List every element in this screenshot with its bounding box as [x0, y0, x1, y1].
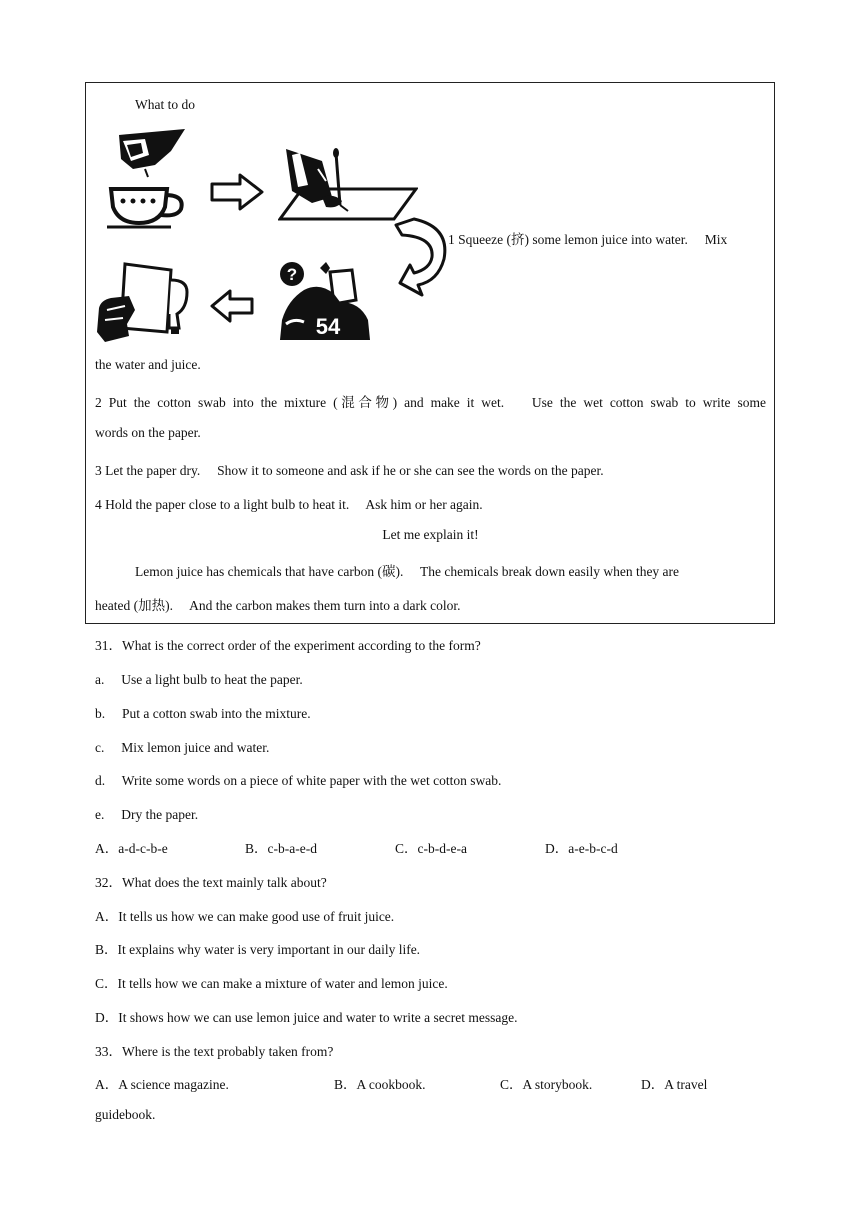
- q32-option-d[interactable]: D．It shows how we can use lemon juice and water to write a secret message.: [95, 1010, 518, 1025]
- paper-hold-illustration: [95, 262, 190, 344]
- step-2-line-b: words on the paper.: [95, 425, 201, 440]
- q33-option-d-continued: guidebook.: [95, 1107, 156, 1122]
- lemon-cup-illustration: [105, 125, 187, 230]
- question-person-illustration: [276, 260, 372, 340]
- jersey-number: 54: [315, 314, 341, 339]
- step-3: 3 Let the paper dry. Show it to someone and ask if he or she can see the words on the paper.: [95, 463, 604, 478]
- q31-item-e: e. Dry the paper.: [95, 807, 199, 822]
- arrow-right-icon: [210, 172, 265, 212]
- q31-item-d: d. Write some words on a piece of white paper with the wet cotton swab.: [95, 773, 502, 788]
- q33-question: 33．Where is the text probably taken from?: [95, 1044, 334, 1059]
- step-1-line-b: the water and juice.: [95, 357, 201, 372]
- step-4: 4 Hold the paper close to a light bulb to heat it. Ask him or her again.: [95, 497, 483, 512]
- q32-option-a[interactable]: A．It tells us how we can make good use of fruit juice.: [95, 909, 395, 924]
- q31-option-c[interactable]: C．c-b-d-e-a: [395, 841, 467, 856]
- q31-option-b[interactable]: B．c-b-a-e-d: [245, 841, 317, 856]
- q33-option-b[interactable]: B．A cookbook.: [334, 1077, 426, 1092]
- explain-title: Let me explain it!: [382, 527, 479, 542]
- q32-option-b[interactable]: B．It explains why water is very important in our daily life.: [95, 942, 421, 957]
- q33-option-c[interactable]: C．A storybook.: [500, 1077, 593, 1092]
- q31-item-c: c. Mix lemon juice and water.: [95, 740, 270, 755]
- arrow-left-icon: [210, 288, 254, 324]
- step-2-line-a: 2 Put the cotton swab into the mixture (混合物) and make it wet. Use the wet cotton swab to write some: [95, 395, 766, 410]
- writing-swab-illustration: [278, 145, 418, 225]
- q33-option-a[interactable]: A．A science magazine.: [95, 1077, 229, 1092]
- q32-question: 32．What does the text mainly talk about?: [95, 875, 327, 890]
- q31-option-d[interactable]: D．a-e-b-c-d: [545, 841, 618, 856]
- q31-option-a[interactable]: A．a-d-c-b-e: [95, 841, 168, 856]
- passage-heading: What to do: [135, 97, 195, 112]
- q32-option-c[interactable]: C．It tells how we can make a mixture of water and lemon juice.: [95, 976, 448, 991]
- q31-item-b: b. Put a cotton swab into the mixture.: [95, 706, 311, 721]
- q31-item-a: a. Use a light bulb to heat the paper.: [95, 672, 303, 687]
- q33-option-d[interactable]: D．A travel: [641, 1077, 708, 1092]
- q31-question: 31．What is the correct order of the experiment according to the form?: [95, 638, 481, 653]
- explain-line-b: heated (加热). And the carbon makes them turn into a dark color.: [95, 598, 461, 613]
- curved-arrow-icon: [392, 215, 454, 297]
- svg-text:?: ?: [286, 265, 298, 284]
- step-1-line-a: 1 Squeeze (挤) some lemon juice into water. Mix: [448, 232, 728, 247]
- explain-line-a: Lemon juice has chemicals that have carbon (碳). The chemicals break down easily when they are: [135, 564, 680, 579]
